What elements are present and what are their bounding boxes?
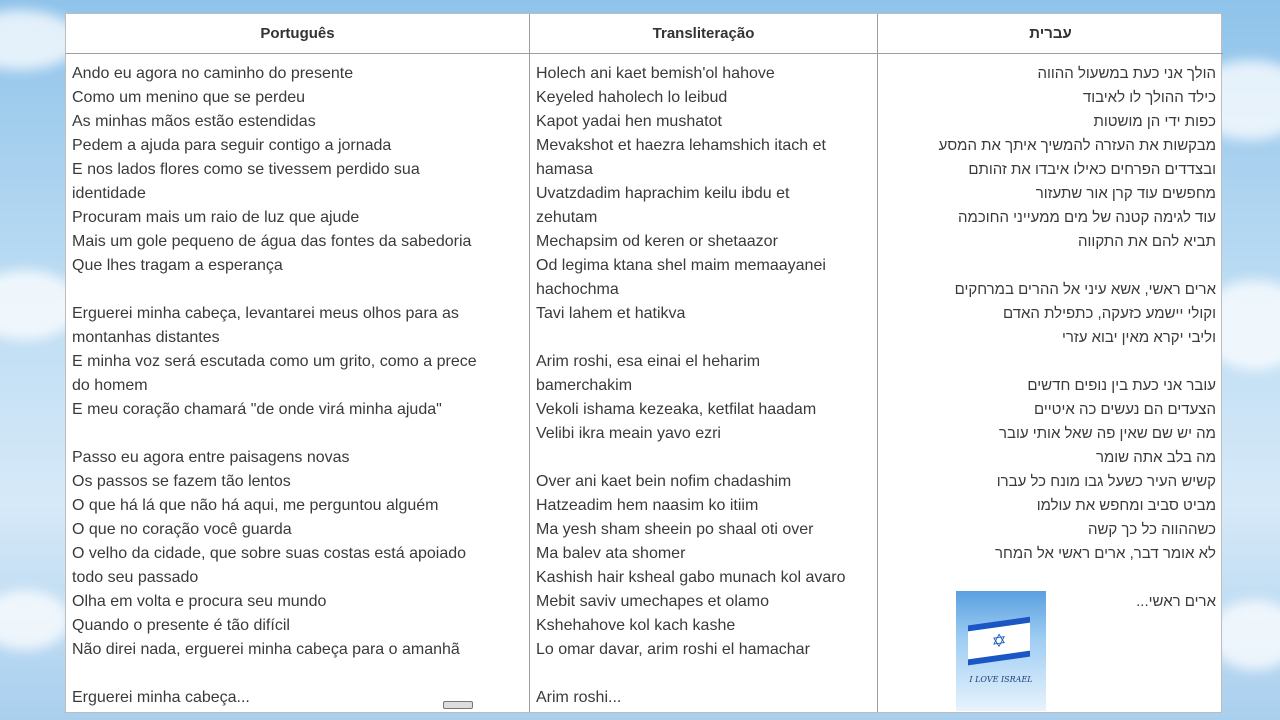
column-divider <box>529 14 530 712</box>
lyric-line: מביט סביב ומחפש את עולמו <box>1036 497 1216 514</box>
lyric-line: Od legima ktana shel maim memaayanei <box>536 257 826 274</box>
lyric-line: קשיש העיר כשעל גבו מונח כל עברו <box>996 473 1216 490</box>
lyric-line: Tavi lahem et hatikva <box>536 305 686 322</box>
lyric-line: Keyeled haholech lo leibud <box>536 89 728 106</box>
lyric-line: Velibi ikra meain yavo ezri <box>536 425 721 442</box>
lyric-line: Vekoli ishama kezeaka, ketfilat haadam <box>536 401 817 418</box>
lyric-line: identidade <box>72 185 146 202</box>
lyric-line: Procuram mais um raio de luz que ajude <box>72 209 360 226</box>
lyric-line: Holech ani kaet bemish'ol hahove <box>536 65 775 82</box>
lyric-line: bamerchakim <box>536 377 633 394</box>
lyric-line: O que há lá que não há aqui, me perguntou alguém <box>72 497 439 514</box>
lyric-line: Que lhes tragam a esperança <box>72 257 283 274</box>
lyric-line: Erguerei minha cabeça... <box>72 689 250 706</box>
lyric-line: hamasa <box>536 161 593 178</box>
stanza-gap <box>882 254 1216 278</box>
lyric-line: עובר אני כעת בין נופים חדשים <box>1027 377 1216 394</box>
stanza-gap <box>882 350 1216 374</box>
lyric-line: do homem <box>72 377 148 394</box>
lyric-line: Uvatzdadim haprachim keilu ibdu et <box>536 185 790 202</box>
lyric-line: Lo omar davar, arim roshi el hamachar <box>536 641 810 658</box>
lyric-line: ארים ראשי, אשא עיני אל ההרים במרחקים <box>954 281 1216 298</box>
lyric-line: Erguerei minha cabeça, levantarei meus olhos para as <box>72 305 459 322</box>
lyric-line: E meu coração chamará "de onde virá minha ajuda" <box>72 401 442 418</box>
header-transliteration: Transliteração <box>530 14 877 54</box>
lyric-line: תביא להם את התקווה <box>1078 233 1216 250</box>
lyrics-table <box>65 13 1222 713</box>
lyric-line: Os passos se fazem tão lentos <box>72 473 291 490</box>
portuguese-column <box>72 62 522 710</box>
lyric-line: הולך אני כעת במשעול ההווה <box>1037 65 1216 82</box>
lyric-line: Mevakshot et haezra lehamshich itach et <box>536 137 826 154</box>
hebrew-column <box>882 62 1216 614</box>
lyric-line: עוד לגימה קטנה של מים ממעייני החוכמה <box>958 209 1216 226</box>
lyric-line: Mechapsim od keren or shetaazor <box>536 233 778 250</box>
lyric-line: montanhas distantes <box>72 329 220 346</box>
lyric-line: לא אומר דבר, ארים ראשי אל המחר <box>995 545 1216 562</box>
lyric-line: ארים ראשי... <box>1136 593 1216 610</box>
lyric-line: מחפשים עוד קרן אור שתעזור <box>1035 185 1216 202</box>
lyric-line: zehutam <box>536 209 598 226</box>
israel-flag-image <box>956 591 1046 711</box>
lyric-line: Kshehahove kol kach kashe <box>536 617 736 634</box>
lyric-line: Quando o presente é tão difícil <box>72 617 290 634</box>
lyric-line: As minhas mãos estão estendidas <box>72 113 316 130</box>
stanza-gap <box>536 326 874 350</box>
lyric-line: Não direi nada, erguerei minha cabeça para o amanhã <box>72 641 460 658</box>
lyric-line: O velho da cidade, que sobre suas costas está apoiado <box>72 545 467 562</box>
lyric-line: ובצדדים הפרחים כאילו איבדו את זהותם <box>968 161 1216 178</box>
lyric-line: Kapot yadai hen mushatot <box>536 113 722 130</box>
star-of-david-icon: ✡ <box>991 629 1007 653</box>
lyric-line: Hatzeadim hem naasim ko itiim <box>536 497 759 514</box>
lyric-line: E minha voz será escutada como um grito, como a prece <box>72 353 477 370</box>
lyric-line: Ma yesh sham sheein po shaal oti over <box>536 521 814 538</box>
lyric-line: Over ani kaet bein nofim chadashim <box>536 473 792 490</box>
lyric-line: todo seu passado <box>72 569 199 586</box>
lyric-line: Mais um gole pequeno de água das fontes da sabedoria <box>72 233 472 250</box>
lyric-line: וליבי יקרא מאין יבוא עזרי <box>1061 329 1216 346</box>
header-hebrew: עברית <box>878 14 1223 54</box>
lyric-line: hachochma <box>536 281 619 298</box>
lyric-line: Passo eu agora entre paisagens novas <box>72 449 350 466</box>
lyric-line: Mebit saviv umechapes et olamo <box>536 593 769 610</box>
israel-flag-icon <box>968 617 1030 666</box>
lyric-line: E nos lados flores como se tivessem perdido sua <box>72 161 420 178</box>
stanza-gap <box>536 662 874 686</box>
lyric-line: כילד ההולך לו לאיבוד <box>1082 89 1216 106</box>
transliteration-column <box>536 62 874 710</box>
lyric-line: וקולי יישמע כזעקה, כתפילת האדם <box>1002 305 1216 322</box>
stanza-gap <box>882 566 1216 590</box>
stanza-gap <box>72 662 522 686</box>
flag-caption: I LOVE ISRAEL <box>969 675 1033 684</box>
lyric-line: Arim roshi... <box>536 689 622 706</box>
lyric-line: כשההווה כל כך קשה <box>1087 521 1216 538</box>
column-divider <box>877 14 878 712</box>
header-portuguese: Português <box>66 14 529 54</box>
lyric-line: Olha em volta e procura seu mundo <box>72 593 327 610</box>
lyric-line: O que no coração você guarda <box>72 521 292 538</box>
lyric-line: כפות ידי הן מושטות <box>1093 113 1216 130</box>
lyric-line: Kashish hair ksheal gabo munach kol avaro <box>536 569 846 586</box>
lyric-line: מה בלב אתה שומר <box>1095 449 1216 466</box>
lyric-line: Arim roshi, esa einai el heharim <box>536 353 761 370</box>
lyric-line: Pedem a ajuda para seguir contigo a jornada <box>72 137 392 154</box>
stanza-gap <box>72 278 522 302</box>
lyric-line: Como um menino que se perdeu <box>72 89 306 106</box>
background-cloud <box>0 590 70 650</box>
lyric-line: Ma balev ata shomer <box>536 545 686 562</box>
stanza-gap <box>536 446 874 470</box>
lyric-line: הצעדים הם נעשים כה איטיים <box>1034 401 1216 418</box>
lyric-line: מה יש שם שאין פה שאל אותי עובר <box>999 425 1216 442</box>
stanza-gap <box>72 422 522 446</box>
small-control[interactable] <box>443 701 473 709</box>
lyric-line: Ando eu agora no caminho do presente <box>72 65 354 82</box>
lyric-line: מבקשות את העזרה להמשיך איתך את המסע <box>938 137 1216 154</box>
